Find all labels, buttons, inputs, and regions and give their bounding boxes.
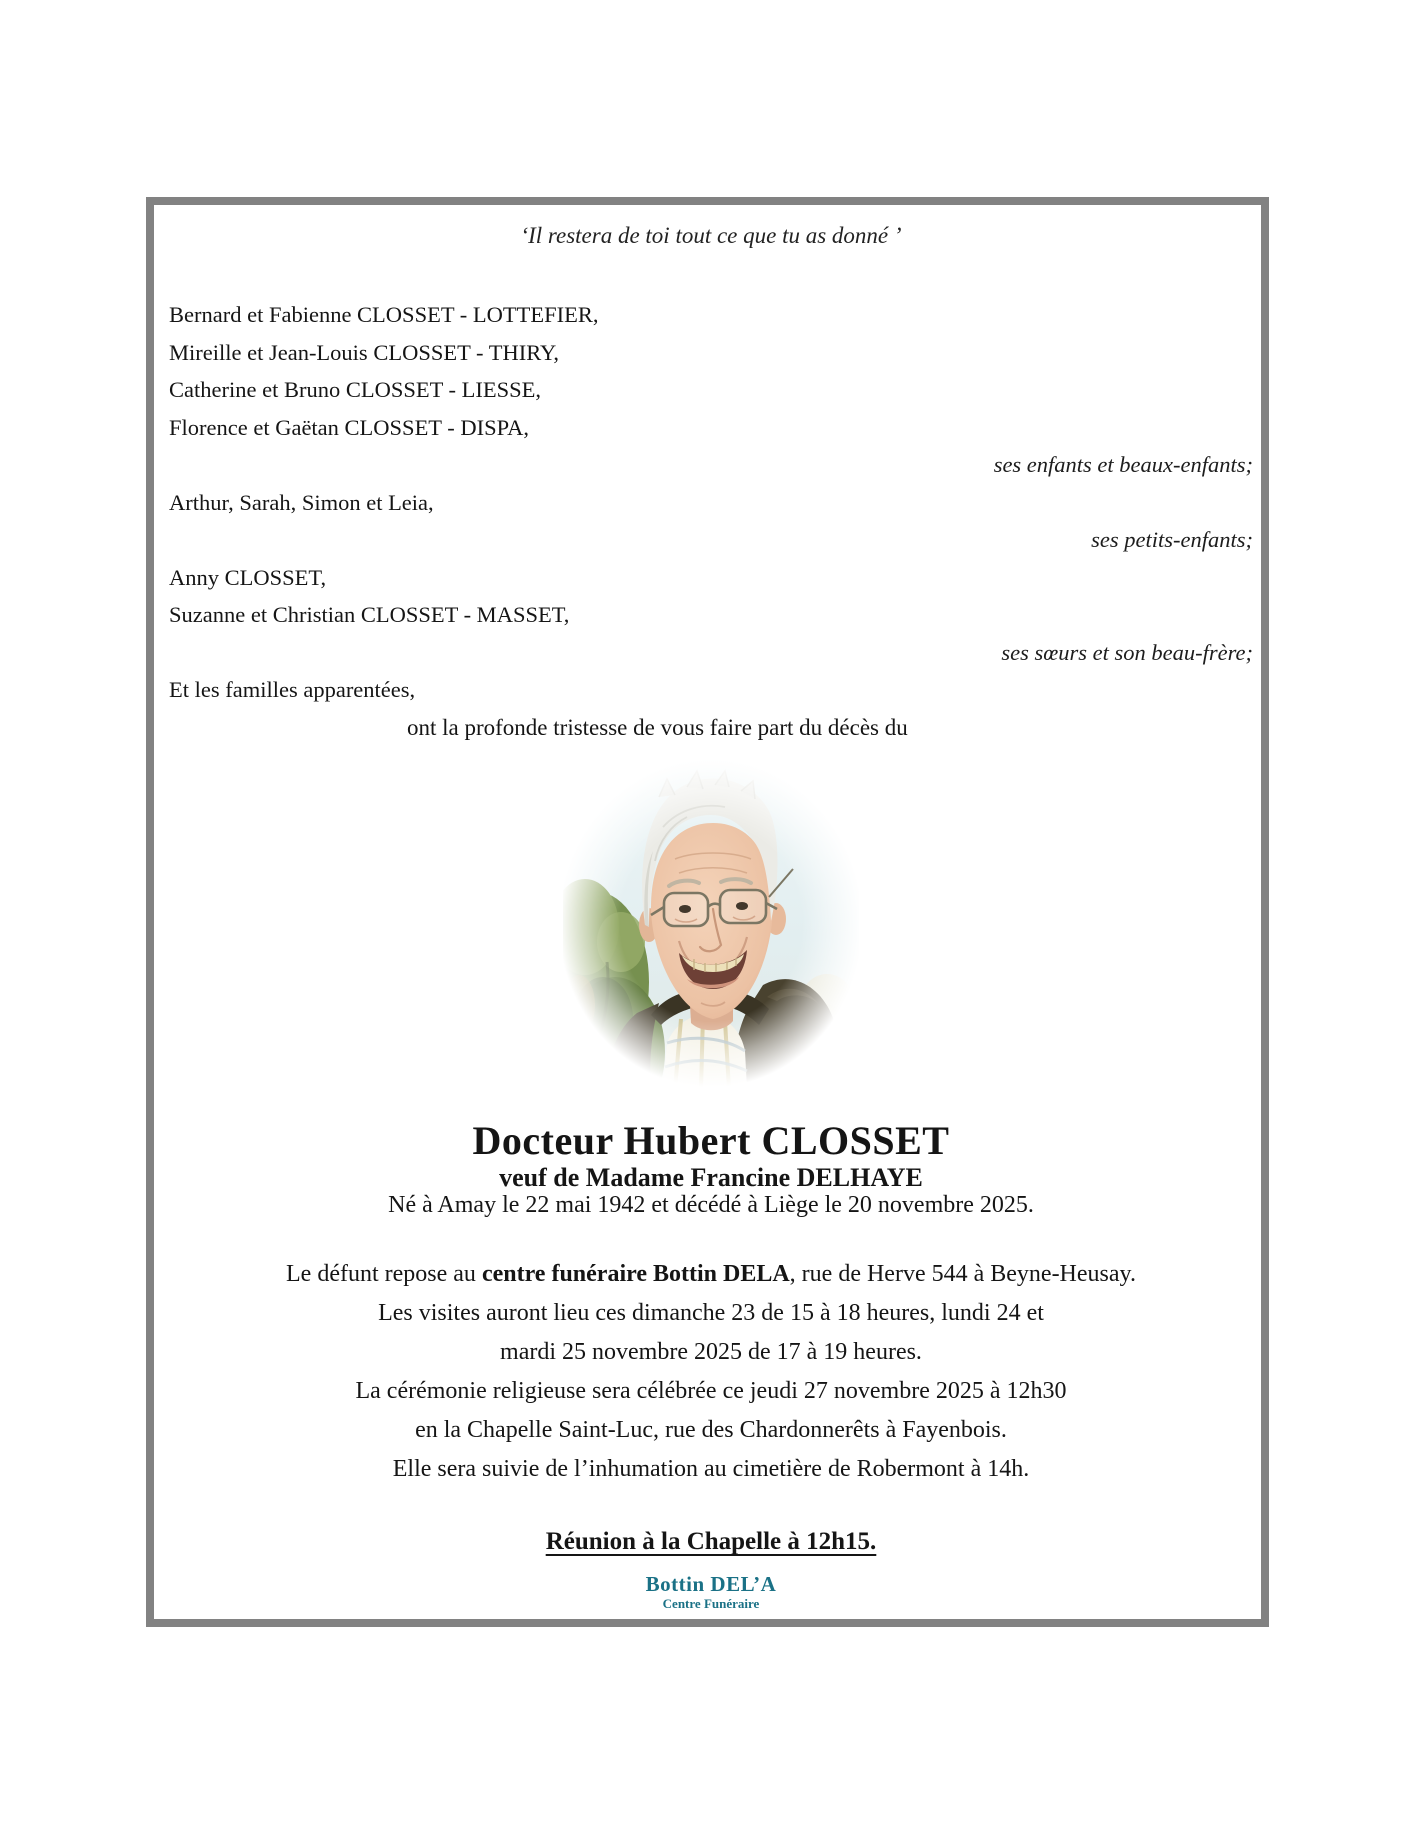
relation-label-siblings: ses sœurs et son beau-frère; [1001, 639, 1253, 665]
funeral-arrangements [169, 1255, 1253, 1489]
deceased-name: Docteur Hubert CLOSSET [472, 1118, 950, 1163]
announcement-content [154, 205, 1261, 1619]
memorial-quote: ‘Il restera de toi tout ce que tu as donné ’ [520, 223, 902, 248]
repose-prefix: Le défunt repose au [286, 1261, 482, 1287]
relation-label-children: ses enfants et beaux-enfants; [993, 452, 1253, 477]
life-dates-line: Né à Amay le 22 mai 1942 et décédé à Liège le 20 novembre 2025. [388, 1192, 1034, 1218]
funeral-home-name: centre funéraire Bottin DELA [481, 1261, 790, 1287]
repose-suffix: , rue de Herve 544 à Beyne-Heusay. [789, 1261, 1136, 1287]
burial-line: Elle sera suivie de l’inhumation au cimetière de Robermont à 14h. [392, 1456, 1030, 1482]
funeral-home-logo [169, 1573, 1253, 1611]
family-line: Et les familles apparentées, [169, 677, 416, 702]
family-line: Bernard et Fabienne CLOSSET - LOTTEFIER, [169, 302, 599, 327]
logo-name: Bottin DEL’A [645, 1572, 777, 1596]
portrait-photo-illustration [563, 757, 859, 1089]
family-line: Arthur, Sarah, Simon et Leia, [169, 489, 434, 515]
family-line: Anny CLOSSET, [169, 564, 327, 590]
visits-line-2: mardi 25 novembre 2025 de 17 à 19 heures. [500, 1339, 922, 1365]
family-line: Mireille et Jean-Louis CLOSSET - THIRY, [169, 339, 559, 365]
family-line: Suzanne et Christian CLOSSET - MASSET, [169, 602, 570, 627]
ceremony-line-2: en la Chapelle Saint-Luc, rue des Chardonnerêts à Fayenbois. [415, 1417, 1007, 1443]
announcement-line: ont la profonde tristesse de vous faire part du décès du [407, 714, 908, 740]
portrait-photo [563, 757, 859, 1089]
reunion-line: Réunion à la Chapelle à 12h15. [545, 1528, 877, 1555]
page-border-frame [146, 197, 1269, 1627]
family-list [169, 296, 1253, 746]
visits-line-1: Les visites auront lieu ces dimanche 23 de 15 à 18 heures, lundi 24 et [378, 1300, 1044, 1326]
widower-line: veuf de Madame Francine DELHAYE [499, 1163, 923, 1192]
relation-label-grandchildren: ses petits-enfants; [1091, 527, 1253, 552]
repose-line [169, 1255, 1253, 1294]
family-line: Catherine et Bruno CLOSSET - LIESSE, [169, 377, 542, 402]
ceremony-line-1: La cérémonie religieuse sera célébrée ce jeudi 27 novembre 2025 à 12h30 [355, 1378, 1067, 1404]
logo-subtitle: Centre Funéraire [662, 1596, 760, 1611]
family-line: Florence et Gaëtan CLOSSET - DISPA, [169, 414, 529, 440]
